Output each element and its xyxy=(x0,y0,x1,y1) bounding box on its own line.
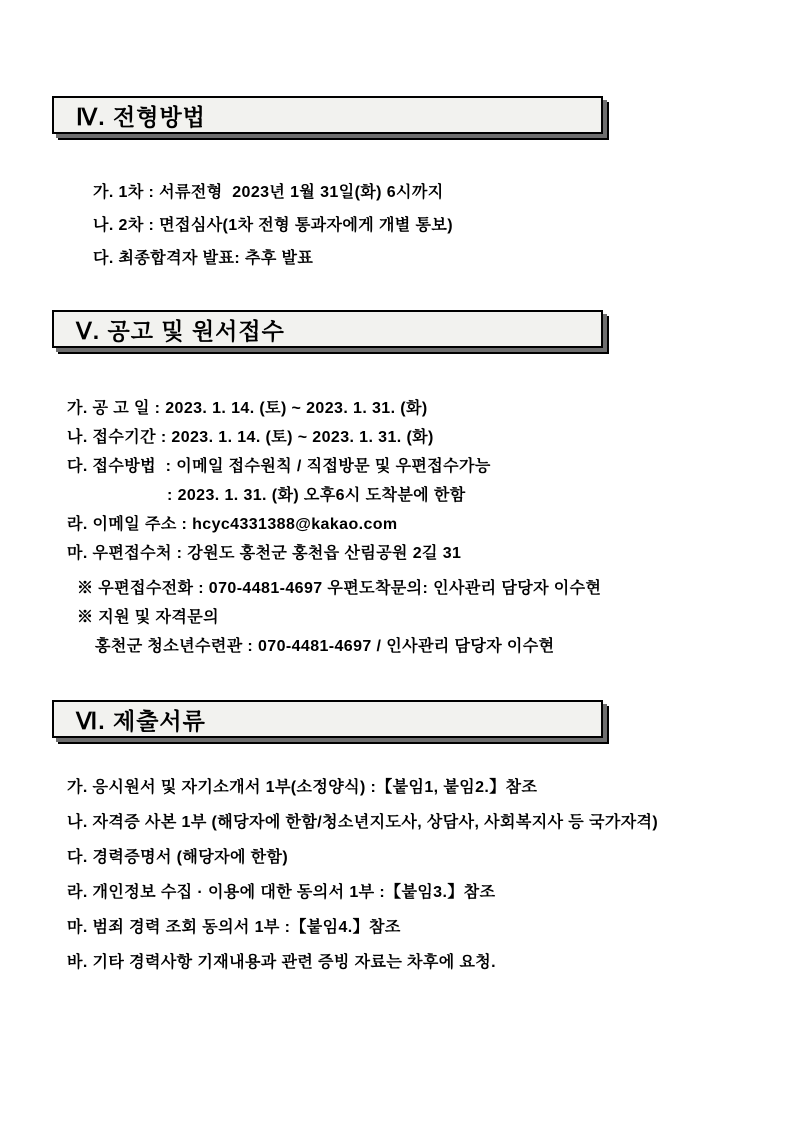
list-item-email: 라. 이메일 주소 : hcyc4331388@kakao.com xyxy=(67,516,398,533)
section-title-iv: Ⅳ. 전형방법 xyxy=(76,103,206,130)
list-item: 나. 2차 : 면접심사(1차 전형 통과자에게 개별 통보) xyxy=(93,217,453,234)
list-item: 가. 공 고 일 : 2023. 1. 14. (토) ~ 2023. 1. 31. (화) xyxy=(67,400,428,417)
section-heading-box-v xyxy=(52,310,603,348)
list-item: 마. 범죄 경력 조회 동의서 1부 :【붙임4.】참조 xyxy=(67,919,401,936)
section-body-vi xyxy=(0,773,793,978)
section-body-v xyxy=(0,394,793,661)
list-item-continuation: : 2023. 1. 31. (화) 오후6시 도착분에 한함 xyxy=(167,487,466,504)
section-heading-box-vi xyxy=(52,700,603,738)
section-notice-and-application xyxy=(0,310,793,661)
list-item: 가. 응시원서 및 자기소개서 1부(소정양식) :【붙임1, 붙임2.】참조 xyxy=(67,779,538,796)
list-item: 다. 경력증명서 (해당자에 한함) xyxy=(67,849,289,866)
list-item: 다. 최종합격자 발표: 추후 발표 xyxy=(93,250,314,267)
section-title-vi: Ⅵ. 제출서류 xyxy=(76,707,206,734)
list-item: 바. 기타 경력사항 기재내용과 관련 증빙 자료는 차후에 요청. xyxy=(67,954,496,971)
list-item: 가. 1차 : 서류전형 2023년 1월 31일(화) 6시까지 xyxy=(93,184,444,201)
note-inquiry: ※ 지원 및 자격문의 xyxy=(77,609,219,626)
section-title-v: Ⅴ. 공고 및 원서접수 xyxy=(76,317,285,344)
list-item: 다. 접수방법 : 이메일 접수원칙 / 직접방문 및 우편접수가능 xyxy=(67,458,491,475)
list-item: 나. 접수기간 : 2023. 1. 14. (토) ~ 2023. 1. 31. (화) xyxy=(67,429,434,446)
list-item: 라. 개인정보 수집 · 이용에 대한 동의서 1부 :【붙임3.】참조 xyxy=(67,884,496,901)
section-heading-box-iv xyxy=(52,96,603,134)
list-item: 나. 자격증 사본 1부 (해당자에 한함/청소년지도사, 상담사, 사회복지사 등 국가자격) xyxy=(67,814,659,831)
section-required-documents xyxy=(0,700,793,978)
list-item-postal-address: 마. 우편접수처 : 강원도 홍천군 홍천읍 산림공원 2길 31 xyxy=(67,545,462,562)
note-postal-phone: ※ 우편접수전화 : 070-4481-4697 우편도착문의: 인사관리 담당자 이수현 xyxy=(77,580,602,597)
section-body-iv xyxy=(0,176,793,275)
section-screening-method xyxy=(0,96,793,275)
note-inquiry-detail: 홍천군 청소년수련관 : 070-4481-4697 / 인사관리 담당자 이수현 xyxy=(95,638,555,655)
